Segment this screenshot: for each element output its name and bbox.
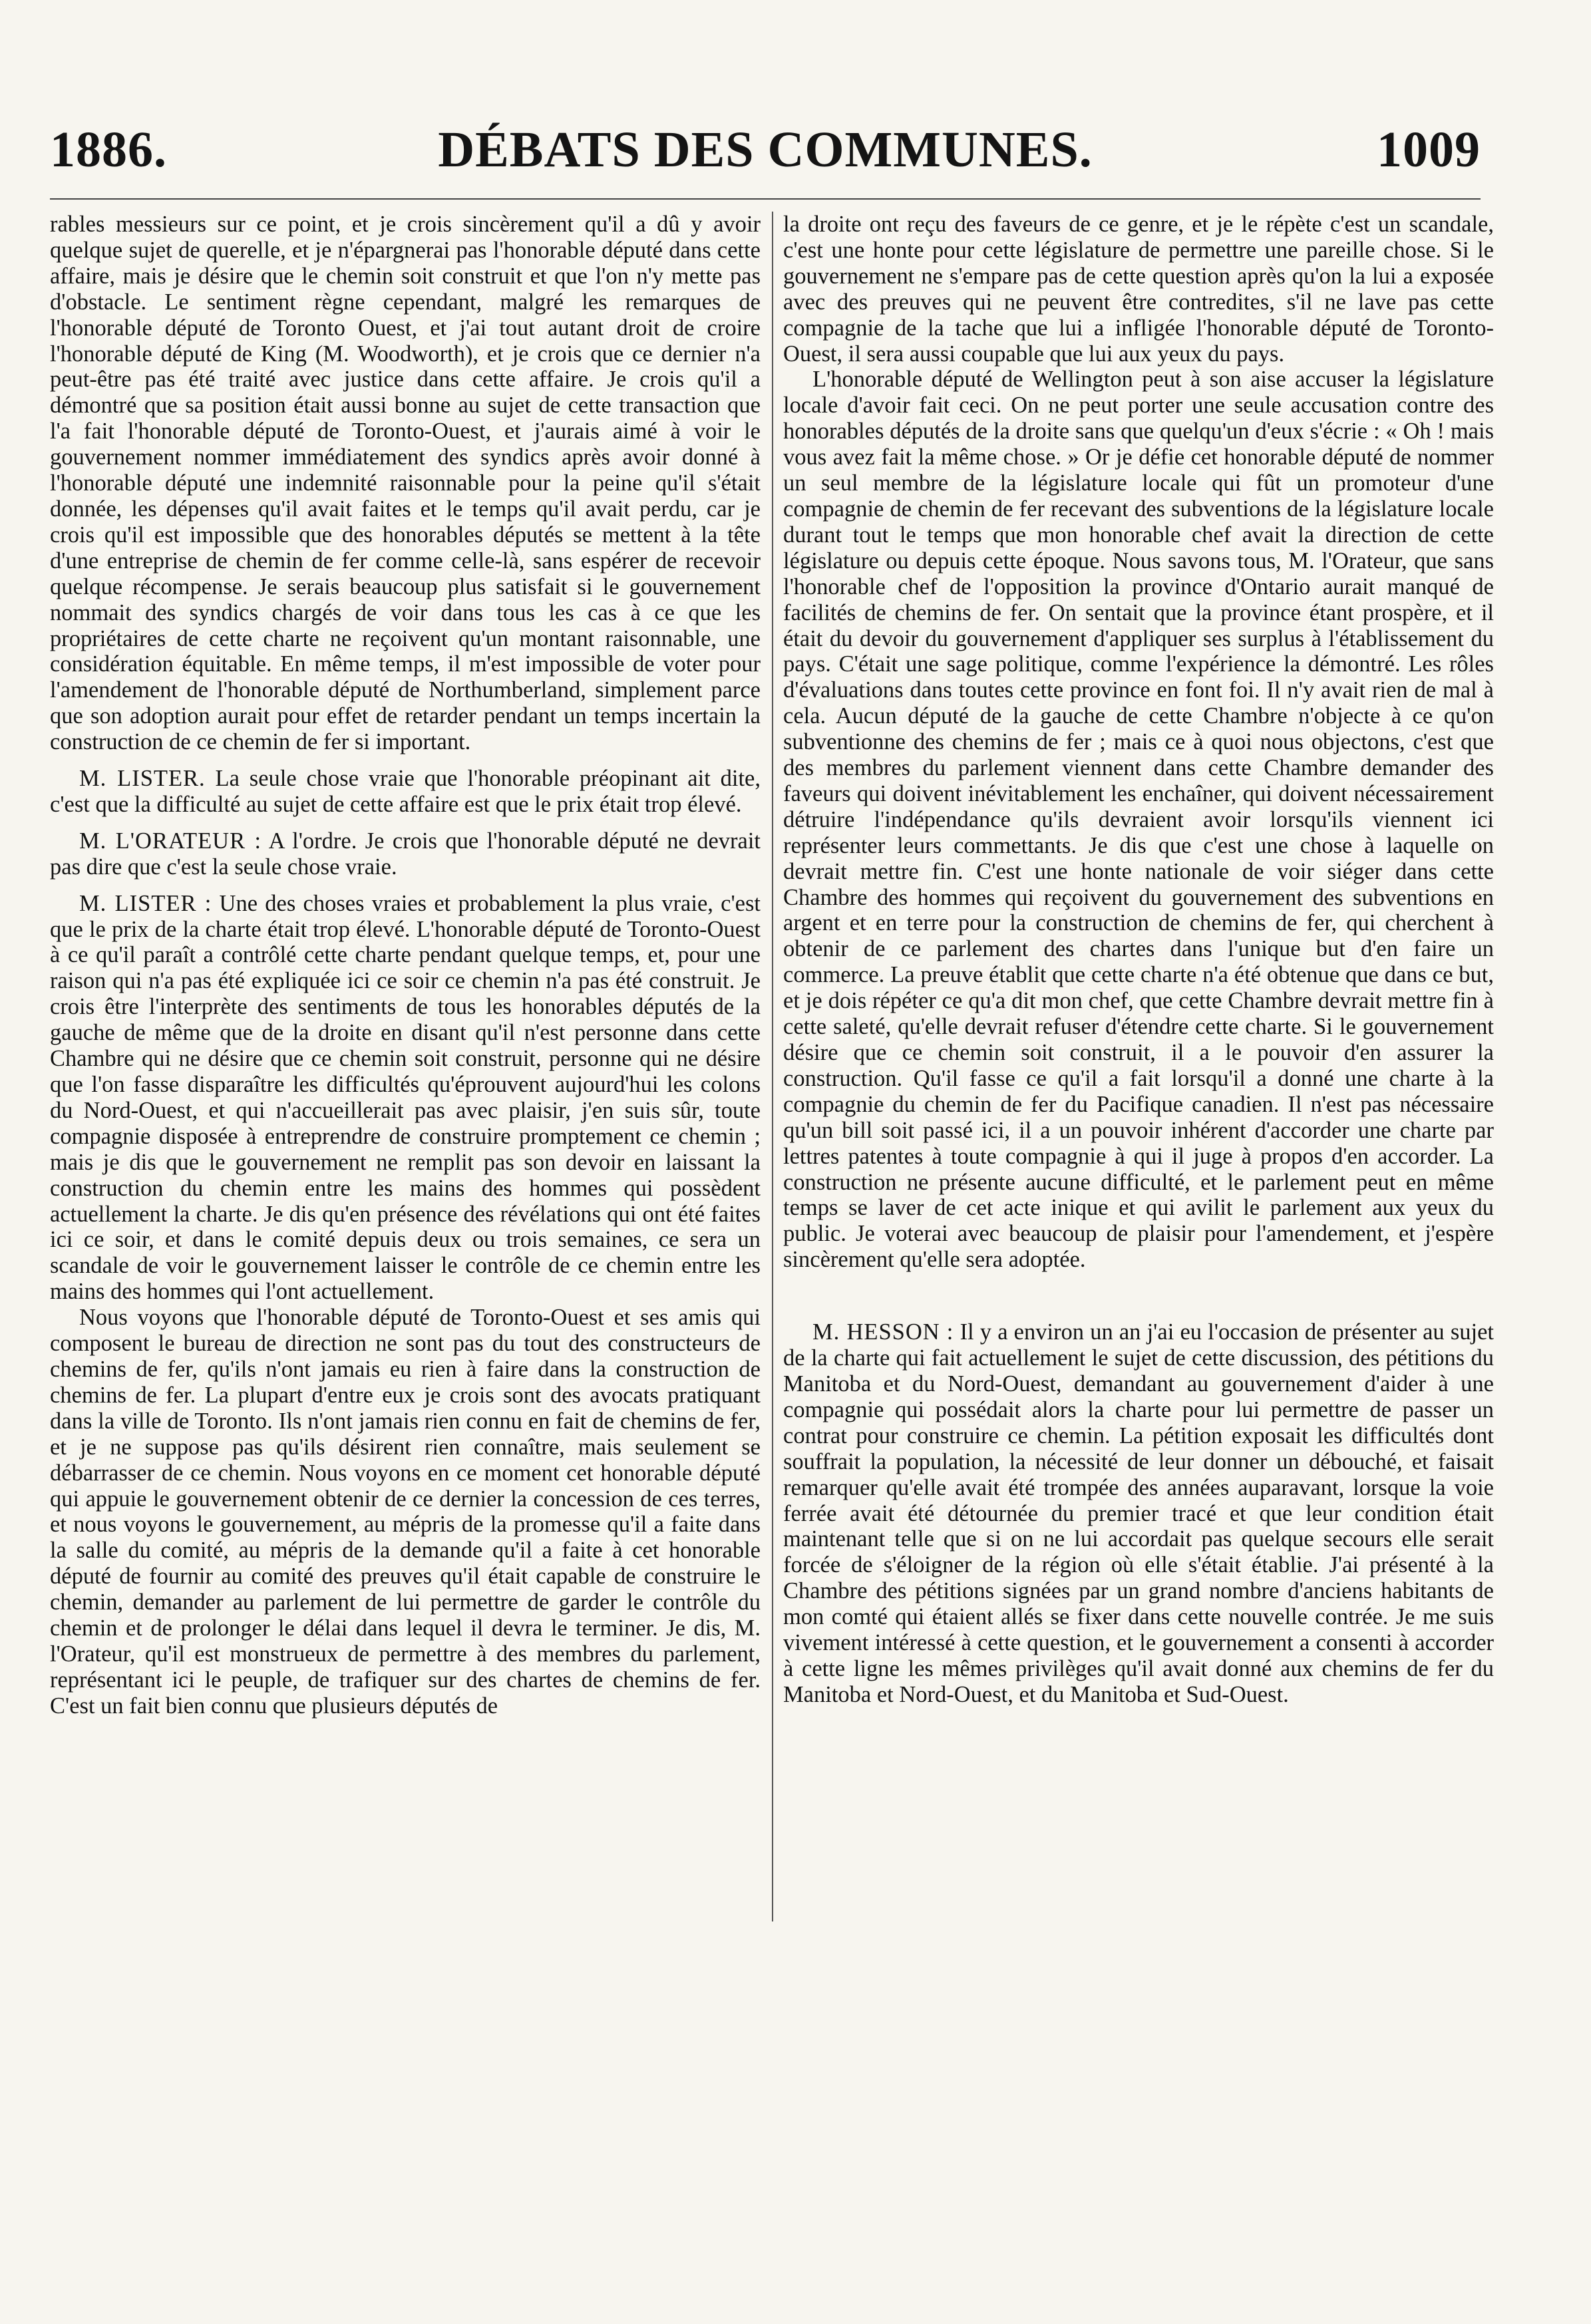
paragraph	[50, 891, 761, 1305]
speaker-name: M. LISTER.	[79, 766, 206, 792]
speaker-name: M. LISTER :	[79, 890, 212, 916]
paragraph	[783, 1319, 1494, 1708]
page-header	[50, 120, 1481, 193]
page-number: 1009	[1377, 122, 1481, 178]
left-column	[50, 212, 761, 1719]
speech-text: La seule chose vraie que l'honorable préopinant ait dite, c'est que la difficulté au sujet de cette affaire est que le prix était trop élevé.	[50, 766, 761, 817]
speech-text: Il y a environ un an j'ai eu l'occasion de présenter au sujet de la charte qui fait actuellement le sujet de cette discussion, des pétitions du Manitoba et du Nord-Ouest, demandant au gouvernement d'aider à une compagnie qui possédait alors la charte pour lui permettre de passer un contrat pour construire ce chemin. La pétition exposait les difficultés dont souffrait la population, la nécessité de leur donner un débouché, et faisait remarquer qu'elle avait été trompée des années auparavant, lorsque la voie ferrée avait été détournée du premier tracé et que leur condition était maintenant telle que si on ne lui accordait pas quelque secours elle serait forcée de s'éloigner de la région où elle s'était établie. J'ai présenté à la Chambre des pétitions signées par un grand nombre d'anciens habitants de mon comté qui étaient allés se fixer dans cette nouvelle contrée. Je me suis vivement intéressé à cette question, et le gouvernement a consenti à accorder à cette ligne les mêmes privilèges qu'il avait donné aux chemins de fer du Manitoba et Nord-Ouest, et du Manitoba et Sud-Ouest.	[783, 1319, 1494, 1707]
speaker-name: M. HESSON :	[812, 1319, 954, 1345]
paragraph	[50, 828, 761, 880]
speaker-name: M. L'ORATEUR :	[79, 828, 262, 854]
paragraph: la droite ont reçu des faveurs de ce genre, et je le répète c'est un scandale, c'est une honte pour cette législature de permettre une pareille chose. Si le gouvernement ne s'empare pas de cette question après qu'on la lui a exposée avec des preuves qui ne peuvent être contredites, s'il ne lave pas cette compagnie de la tache que lui a infligée l'honorable député de Toronto-Ouest, il sera aussi coupable que lui aux yeux du pays.	[783, 212, 1494, 367]
speech-text: Une des choses vraies et probablement la plus vraie, c'est que le prix de la charte était trop élevé. L'honorable député de Toronto-Ouest à ce qu'il paraît a contrôlé cette charte pendant quelque temps, et, pour une raison qui n'a pas été expliquée ici ce soir ce chemin n'a pas été construit. Je crois être l'interprète des sentiments de tous les honorables députés de la gauche de même que de la droite en disant qu'il n'est personne dans cette Chambre qui ne désire que ce chemin soit construit, personne qui ne désire que l'on fasse disparaître les difficultés qu'éprouvent aujourd'hui les colons du Nord-Ouest, et qui n'accueillerait pas avec plaisir, j'en suis sûr, toute compagnie disposée à entreprendre de construire promptement ce chemin ; mais je dis que le gouvernement ne remplit pas son devoir en laissant la construction du chemin entre les mains des hommes qui possèdent actuellement la charte. Je dis qu'en présence des révélations qui ont été faites ici ce soir, et dans le comité depuis deux ou trois semaines, ce sera un scandale de voir le gouvernement laisser le contrôle de ce chemin entre les mains des hommes qui l'ont actuellement.	[50, 890, 761, 1305]
paragraph: Nous voyons que l'honorable député de Toronto-Ouest et ses amis qui composent le bureau de direction ne sont pas du tout des constructeurs de chemins de fer, qu'ils n'ont jamais eu rien à faire dans la construction de chemins de fer. La plupart d'entre eux je crois sont des avocats pratiquant dans la ville de Toronto. Ils n'ont jamais rien connu en fait de chemins de fer, et je ne suppose pas qu'ils désirent rien connaître, mais seulement se débarrasser de ce chemin. Nous voyons en ce moment cet honorable député qui appuie le gouvernement obtenir de ce dernier la concession de ces terres, et nous voyons le gouvernement, au mépris de la promesse qu'il a faite dans la salle du comité, au mépris de la demande qu'il a faite à cet honorable député de fournir au comité des preuves qu'il était capable de construire le chemin, demander au parlement de lui permettre de garder le contrôle du chemin et de prolonger le délai dans lequel il devra le terminer. Je dis, M. l'Orateur, qu'il est monstrueux de permettre à des membres du parlement, représentant ici le peuple, de trafiquer sur des chartes de chemins de fer. C'est un fait bien connu que plusieurs députés de	[50, 1305, 761, 1719]
speech-text: A l'ordre. Je crois que l'honorable député ne devrait pas dire que c'est la seule chose vraie.	[50, 828, 761, 880]
paragraph	[50, 766, 761, 818]
header-title: DÉBATS DES COMMUNES.	[438, 122, 1093, 178]
paragraph: L'honorable député de Wellington peut à son aise accuser la législature locale d'avoir fait ceci. On ne peut porter une seule accusation contre des honorables députés de la droite sans que quelqu'un d'eux s'écrie : « Oh ! mais vous avez fait la même chose. » Or je défie cet honorable député de nommer un seul membre de la législature locale qui fût un promoteur d'une compagnie de chemin de fer recevant des subventions de la législature locale durant tout le temps que mon honorable chef avait la direction de cette législature ou depuis cette époque. Nous savons tous, M. l'Orateur, que sans l'honorable chef de l'opposition la province d'Ontario aurait manqué de facilités de chemins de fer. On sentait que la province étant prospère, et il était du devoir du gouvernement d'appliquer ses surplus à l'établissement du pays. C'était une sage politique, comme l'expérience la démontré. Les rôles d'évaluations dans toutes cette province en font foi. Il n'y avait rien de mal à cela. Aucun député de la gauche de cette Chambre n'objecte à ce qu'on subventionne des chemins de fer ; mais ce à quoi nous objectons, c'est que des membres du parlement viennent dans cette Chambre demander des faveurs qui doivent inévitablement les enchaîner, qui doivent nécessairement détruire l'indépendance qu'ils devraient avoir lorsqu'ils viennent ici représenter leurs commettants. Je dis que c'est une chose à laquelle on devrait mettre fin. C'est une honte nationale de voir siéger dans cette Chambre des hommes qui reçoivent du gouvernement des subventions en argent et en terre pour la construction de chemins de fer, qui cherchent à obtenir de ce parlement des chartes dans l'unique but d'en faire un commerce. La preuve établit que cette charte n'a été obtenue que dans ce but, et je dois répéter ce qu'a dit mon chef, que cette Chambre devrait mettre fin à cette saleté, qu'elle devrait refuser d'étendre cette charte. Si le gouvernement désire que ce chemin soit construit, il a le pouvoir d'en assurer la construction. Qu'il fasse ce qu'il a fait lorsqu'il a donné une charte à la compagnie du chemin de fer du Pacifique canadien. Il n'est pas nécessaire qu'un bill soit passé ici, il a un pouvoir inhérent d'accorder une charte par lettres patentes à toute compagnie à qui il juge à propos d'en accorder. La construction ne présente aucune difficulté, et le parlement peut en même temps se laver de cet acte inique et qui avilit le parlement aux yeux du public. Je voterai avec beaucoup de plaisir pour l'amendement, et j'espère sincèrement qu'elle sera adoptée.	[783, 367, 1494, 1273]
paragraph: rables messieurs sur ce point, et je crois sincèrement qu'il a dû y avoir quelque sujet de querelle, et je n'épargnerai pas l'honorable député dans cette affaire, mais je désire que le chemin soit construit et que l'on n'y mette pas d'obstacle. Le sentiment règne cependant, malgré les remarques de l'honorable député de Toronto Ouest, et j'ai tout autant droit de croire l'honorable député de King (M. Woodworth), et je crois que ce dernier n'a peut-être pas été traité avec justice dans cette affaire. Je crois qu'il a démontré que sa position était aussi bonne au sujet de cette transaction que l'a fait l'honorable député de Toronto-Ouest, et j'aurais aimé à voir le gouvernement nommer immédiatement des syndics après avoir donné à l'honorable député une indemnité raisonnable pour la peine qu'il s'était donnée, les dépenses qu'il avait faites et le temps qu'il avait perdu, car je crois qu'il est impossible que des honorables députés se mettent à la tête d'une entreprise de chemin de fer comme celle-là, sans espérer de recevoir quelque récompense. Je serais beaucoup plus satisfait si le gouvernement nommait des syndics chargés de voir dans tous les cas à ce que les propriétaires de cette charte ne reçoivent qu'un montant raisonnable, une considération équitable. En même temps, il m'est impossible de voter pour l'amendement de l'honorable député de Northumberland, simplement parce que son adoption aurait pour effet de retarder pendant un temps incertain la construction de ce chemin de fer si important.	[50, 212, 761, 755]
right-column	[783, 212, 1494, 1708]
header-year: 1886.	[50, 122, 167, 178]
column-divider	[772, 212, 773, 1921]
header-rule	[50, 198, 1481, 200]
